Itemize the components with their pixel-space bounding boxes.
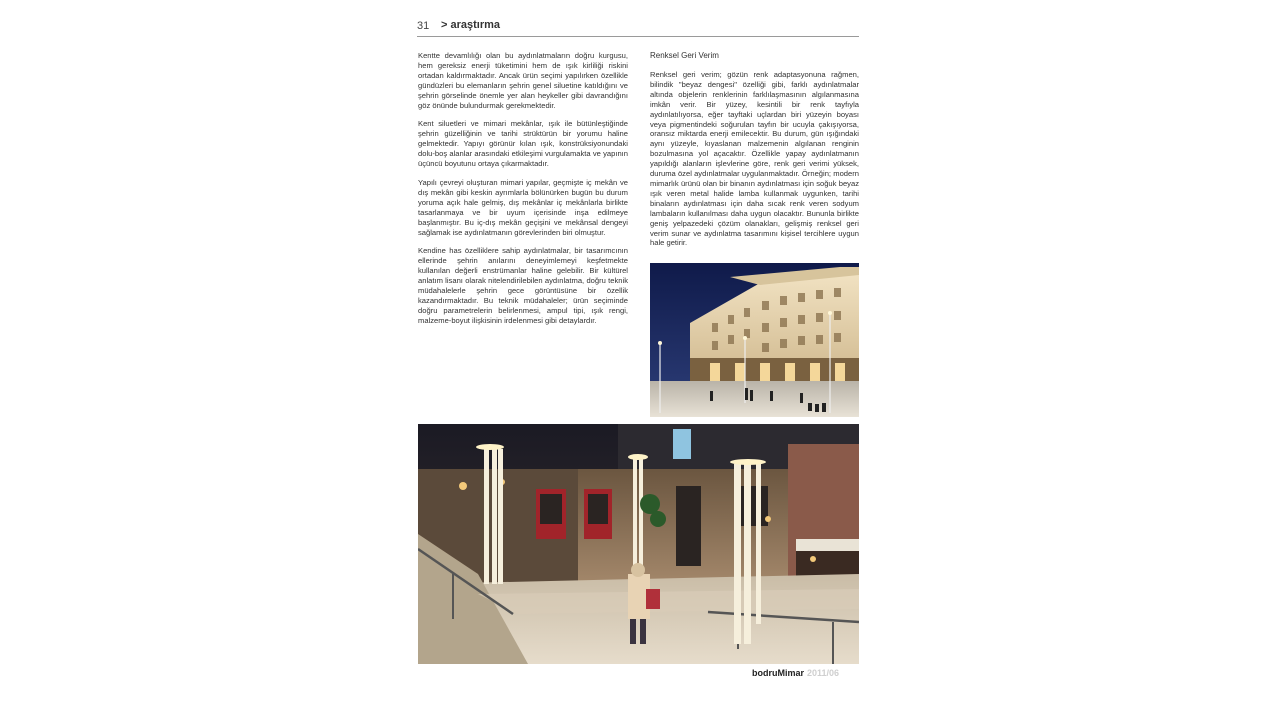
magazine-footer: [752, 668, 839, 678]
section-title: > araştırma: [441, 19, 501, 31]
paragraph: Renksel geri verim; gözün renk adaptasyonuna rağmen, bilindik "beyaz dengesi" özelliği gibi, farklı aydınlatmalar altında objelerin renklerinin farklılaşmasının algılanmasına imkân verir. Bir yüzey, kesintili bir renk tayfıyla aydınlatılıyorsa, eğer tayftaki uçlardan biri yüzeyin boyası veya pigmentindeki soğurulan tayfın bir ucuyla çakışıyorsa, oransız miktarda enerji emilecektir. Bu durum, gün ışığındaki aynı yüzeyle, kıyaslanan malzemenin algılanan renginin bozulmasına yol açacaktır. Özellikle yapay aydınlatmanın yapıldığı alanların işlevlerine göre, renk geri verimi yüksek, duruma özel aydınlatmalar uygulanmaktadır. Örneğin; modern mimarlık ürünü olan bir binanın aydınlatması için soğuk beyaz ışık veren metal halide lamba kullanmak uygunken, tarihi binaların aydınlatması için daha sıcak renk veren sodyum lambaların kullanılması daha uygun olacaktır. Bununla birlikte geniş yelpazedeki çözüm olanakları, gelişmiş renksel geri verim sunar ve aydınlatma tasarımını kişisel tercihlere uygun hale getirir.: [650, 70, 859, 248]
right-text-column: [650, 70, 859, 257]
night-plaza-photo: [418, 424, 859, 664]
paragraph: Kent siluetleri ve mimari mekânlar, ışık ile bütünleştiğinde şehrin güzelliğinin ve tarihi strüktürün bir yorumu haline gelmektedir. Yapıyı görünür kılan ışık, konstrüksiyonundaki dolu-boş alanlar arasındaki etkileşimi vurgulamakta ve yapının üçüncü boyutunu ortaya çıkarmaktadır.: [418, 119, 628, 169]
left-text-column: [418, 51, 628, 335]
paragraph: Yapılı çevreyi oluşturan mimari yapılar, geçmişte iç mekân ve dış mekân gibi keskin ayrımlarla bölünürken bugün bu durum yoruma açık hale gelmiş, dış mekânlar iç mekânlarla birlikte tasarlanmaya ve bir uyum içerisinde inşa edilmeye başlanmıştır. Bu iç-dış mekân geçişini ve mekânsal dengeyi sağlamak ise aydınlatmanın görevlerinden biri olmuştur.: [418, 177, 628, 237]
section-subheading: Renksel Geri Verim: [650, 51, 719, 60]
issue-number: 2011/06: [807, 668, 840, 678]
page-header: [417, 18, 859, 36]
paragraph: Kentte devamlılığı olan bu aydınlatmaların doğru kurgusu, hem gereksiz enerji tüketimini hem de ışık kirliliği riskini ortadan kaldırmaktadır. Ancak ürün seçimi yapılırken özellikle gündüzleri bu elemanların şehrin genel siluetine katıldığını ve şehrin görselinde önemle yer alan heykeller gibi davrandığını göz önünde bulundurmak gerekmektedir.: [418, 51, 628, 110]
night-building-photo: [650, 263, 859, 417]
page-number: 31: [417, 20, 430, 32]
header-rule: [417, 36, 859, 37]
magazine-name: bodruMimar: [752, 668, 805, 678]
paragraph: Kendine has özelliklere sahip aydınlatmalar, bir tasarımcının ellerinde şehrin anılarını deneyimlemeyi keşfetmekte kullanılan değerli enstrümanlar haline gelebilir. Bir kültürel anlatım lisanı olarak nitelendirilebilen aydınlatma, doğru teknik müdahalelerle şehrin gece görüntüsüne bir özellik kazandırmaktadır. Bu teknik müdahaleler; ürün seçiminde doğru parametrelerin belirlenmesi, ampul tipi, ışık rengi, malzeme-boyut ilişkisinin irdelenmesi gibi detaylardır.: [418, 246, 628, 325]
